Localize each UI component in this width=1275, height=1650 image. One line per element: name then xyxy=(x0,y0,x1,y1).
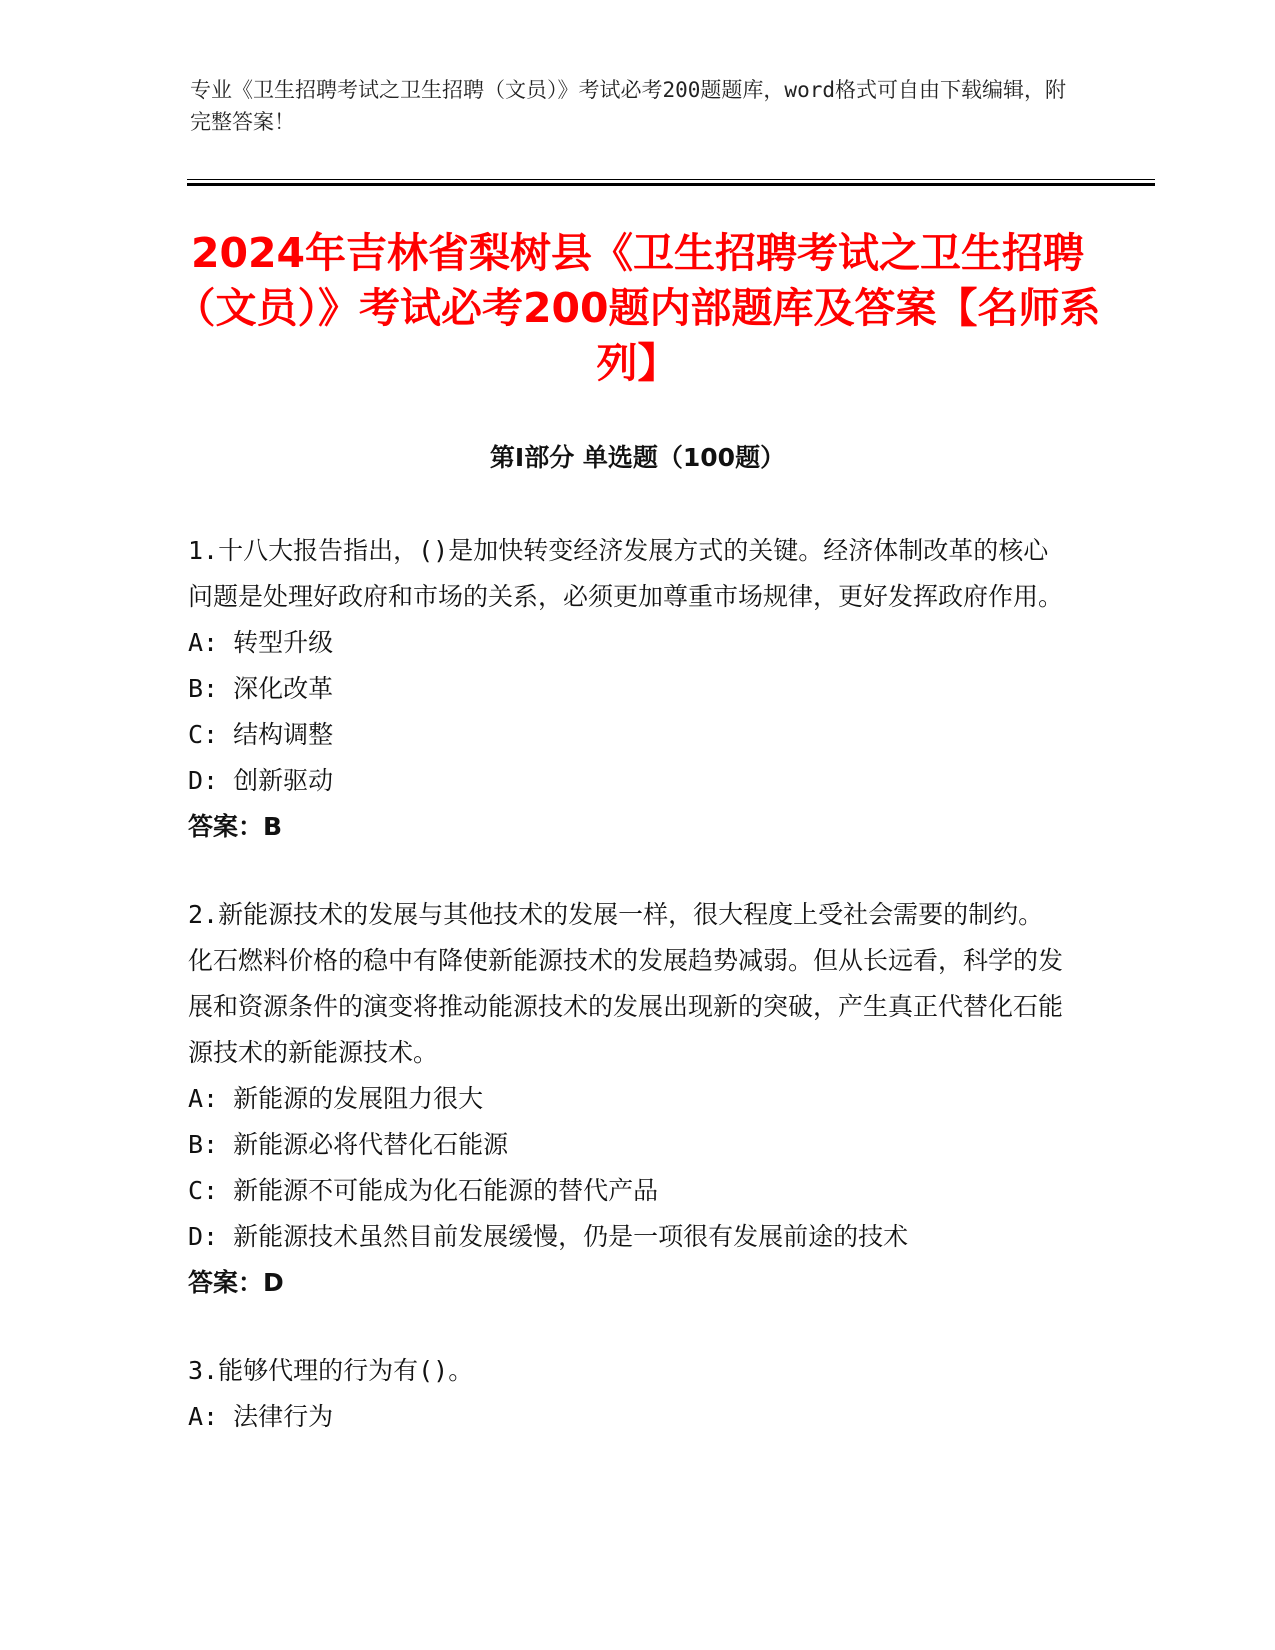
question-list xyxy=(188,528,1068,1482)
option-d: D: 创新驱动 xyxy=(188,766,334,795)
option-c: C: 结构调整 xyxy=(188,720,334,749)
option-b: B: 新能源必将代替化石能源 xyxy=(188,1130,509,1159)
question-1 xyxy=(188,528,1068,850)
option-a: A: 转型升级 xyxy=(188,628,334,657)
option-d: D: 新能源技术虽然目前发展缓慢，仍是一项很有发展前途的技术 xyxy=(188,1222,909,1251)
header-divider-thick xyxy=(187,183,1155,186)
option-b: B: 深化改革 xyxy=(188,674,334,703)
option-c: C: 新能源不可能成为化石能源的替代产品 xyxy=(188,1176,659,1205)
question-stem: 1.十八大报告指出，()是加快转变经济发展方式的关键。经济体制改革的核心问题是处理好政府和市场的关系，必须更加尊重市场规律，更好发挥政府作用。 xyxy=(188,536,1064,611)
answer-line: 答案：B xyxy=(188,812,283,841)
question-3 xyxy=(188,1348,1068,1440)
header-note: 专业《卫生招聘考试之卫生招聘（文员）》考试必考200题题库，word格式可自由下载编辑，附完整答案！ xyxy=(190,78,1066,134)
question-2 xyxy=(188,892,1068,1306)
option-a: A: 法律行为 xyxy=(188,1402,334,1431)
header-divider-thin xyxy=(187,179,1155,180)
option-a: A: 新能源的发展阻力很大 xyxy=(188,1084,484,1113)
question-stem: 2.新能源技术的发展与其他技术的发展一样，很大程度上受社会需要的制约。化石燃料价格的稳中有降使新能源技术的发展趋势减弱。但从长远看，科学的发展和资源条件的演变将推动能源技术的发展出现新的突破，产生真正代替化石能源技术的新能源技术。 xyxy=(188,900,1064,1067)
document-title: 2024年吉林省梨树县《卫生招聘考试之卫生招聘（文员）》考试必考200题内部题库及答案【名师系列】 xyxy=(174,229,1101,387)
question-stem: 3.能够代理的行为有()。 xyxy=(188,1356,474,1385)
section-heading: 第Ⅰ部分 单选题（100题） xyxy=(489,443,786,472)
answer-line: 答案：D xyxy=(188,1268,284,1297)
